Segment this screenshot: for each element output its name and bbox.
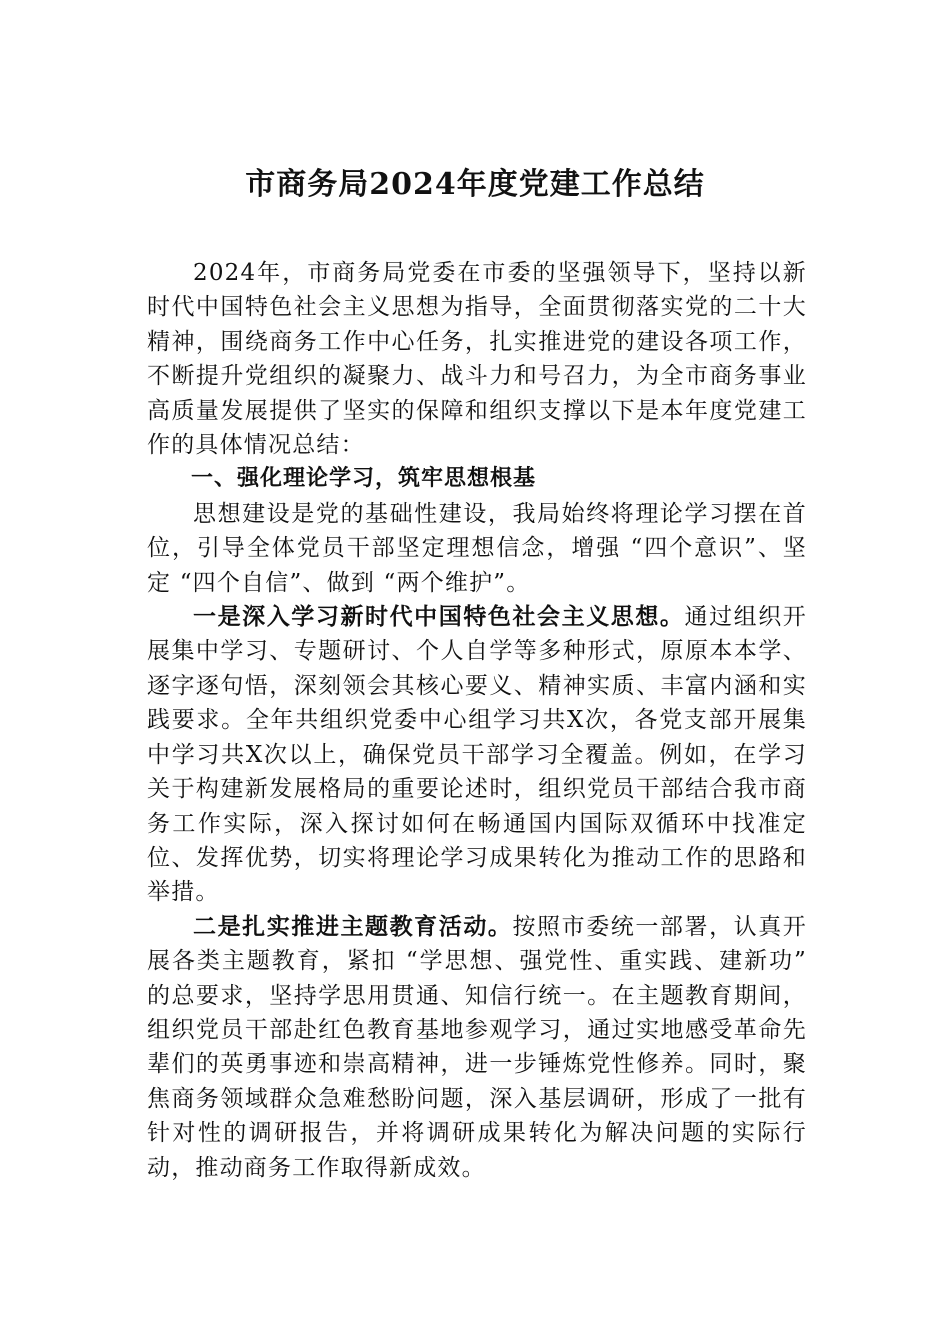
section-1-intro-paragraph: 思想建设是党的基础性建设，我局始终将理论学习摆在首位，引导全体党员干部坚定理想信念，增强 “四个意识”、坚定 “四个自信”、做到 “两个维护”。 [147, 500, 807, 596]
document-title: 市商务局2024年度党建工作总结 [245, 167, 705, 202]
point-1-text: 通过组织开展集中学习、专题研讨、个人自学等多种形式，原原本本学、逐字逐句悟，深刻领会其核心要义、精神实质、丰富内涵和实践要求。全年共组织党委中心组学习共X次，各党支部开展集中学习共X次以上，确保党员干部学习全覆盖。例如，在学习关于构建新发展格局的重要论述时，组织党员干部结合我市商务工作实际，深入探讨如何在畅通国内国际双循环中找准定位、发挥优势，切实将理论学习成果转化为推动工作的思路和举措。 [147, 604, 807, 906]
point-2-paragraph [147, 910, 807, 1185]
point-2-lead: 二是扎实推进主题教育活动。 [193, 912, 513, 940]
point-1-paragraph [147, 600, 807, 910]
intro-paragraph: 2024年，市商务局党委在市委的坚强领导下，坚持以新时代中国特色社会主义思想为指导，全面贯彻落实党的二十大精神，围绕商务工作中心任务，扎实推进党的建设各项工作，不断提升党组织的凝聚力、战斗力和号召力，为全市商务事业高质量发展提供了坚实的保障和组织支撑以下是本年度党建工作的具体情况总结： [147, 260, 807, 459]
section-heading-1: 一、强化理论学习，筑牢思想根基 [191, 466, 537, 492]
point-2-text: 按照市委统一部署，认真开展各类主题教育，紧扣 “学思想、强党性、重实践、建新功” 的总要求，坚持学思用贯通、知信行统一。在主题教育期间，组织党员干部赴红色教育基地参观学习，通过实地感受革命先辈们的英勇事迹和崇高精神，进一步锤炼党性修养。同时，聚焦商务领域群众急难愁盼问题，深入基层调研，形成了一批有针对性的调研报告，并将调研成果转化为解决问题的实际行动，推动商务工作取得新成效。 [147, 913, 807, 1181]
point-1-lead: 一是深入学习新时代中国特色社会主义思想。 [193, 603, 685, 631]
document-body [147, 256, 807, 1185]
